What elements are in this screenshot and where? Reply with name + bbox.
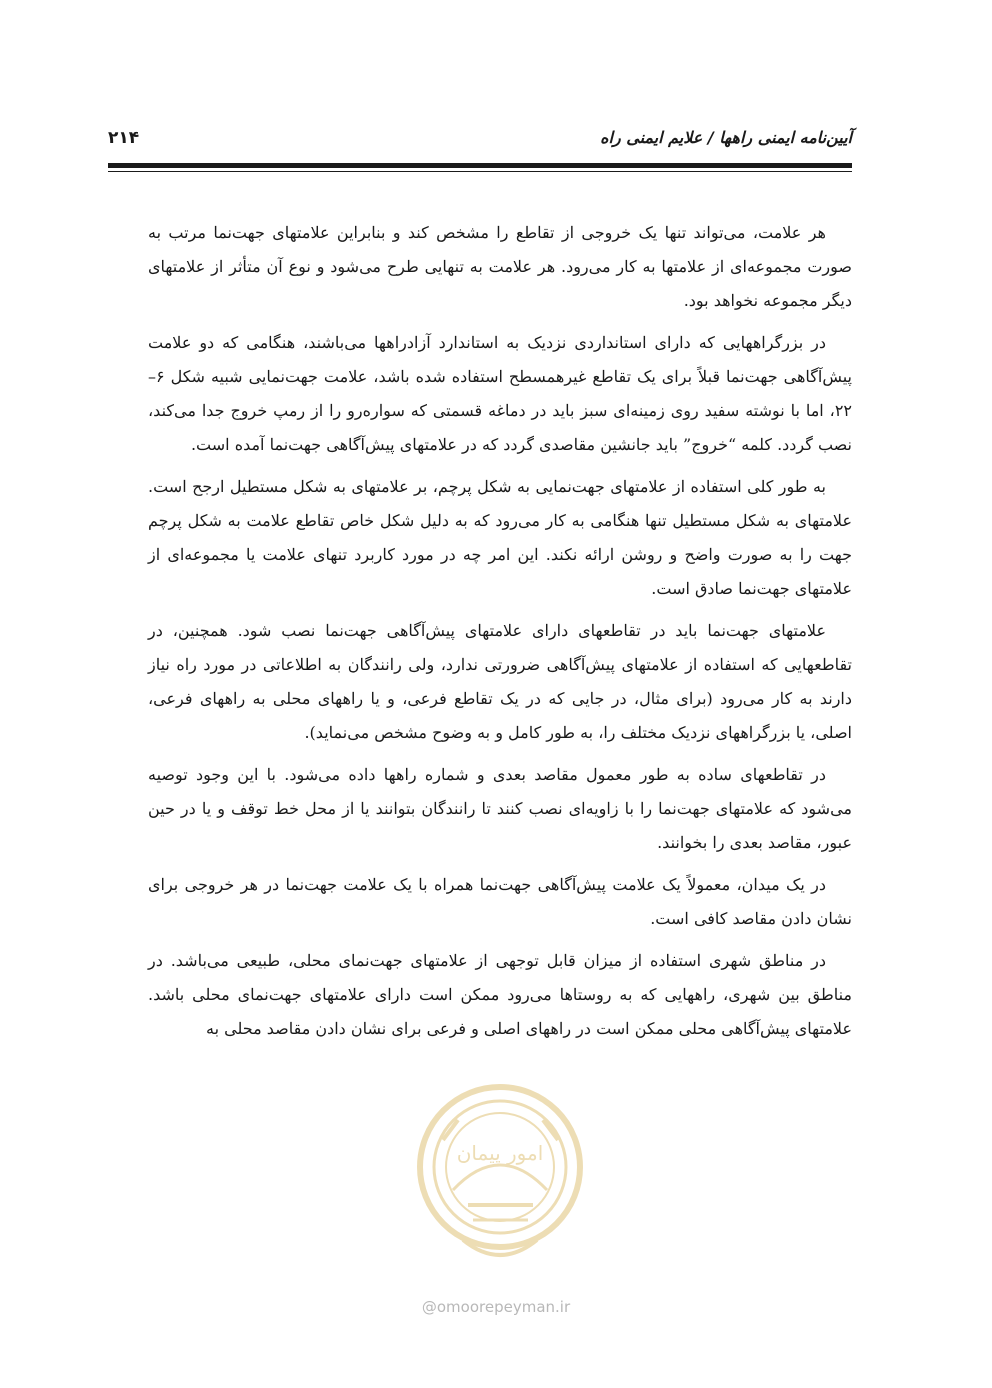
paragraph: هر علامت، می‌تواند تنها یک خروجی از تقاطع را مشخص کند و بنابراین علامتهای جهت‌نما مرتب به صورت مجموعه‌ای از علامتها به کار می‌رود. هر علامت به تنهایی طرح می‌شود و نوع آن متأثر از علامتهای دیگر مجموعه نخواهد بود. — [148, 223, 852, 310]
watermark-site: @omoorepeyman.ir — [421, 1298, 571, 1316]
paragraph: در مناطق شهری استفاده از میزان قابل توجهی از علامتهای جهت‌نمای محلی، طبیعی می‌باشد. در مناطق بین شهری، راههایی که به روستاها می‌رود ممکن است دارای علامتهای جهت‌نمای محلی باشد. علامتهای پیش‌آگاهی محلی ممکن است در راههای اصلی و فرعی برای نشان دادن مقاصد محلی به — [148, 951, 852, 1038]
body-text — [148, 216, 852, 1054]
running-header — [108, 128, 852, 152]
header-rule-thick — [108, 163, 852, 168]
running-title: آیین‌نامه ایمنی راهها / علایم ایمنی راه — [600, 128, 852, 147]
paragraph: به طور کلی استفاده از علامتهای جهت‌نمایی به شکل پرچم، بر علامتهای به شکل مستطیل ارجح است. علامتهای به شکل مستطیل تنها هنگامی به کار می‌رود که به دلیل شکل خاص تقاطع علامت به شکل پرچم جهت را به صورت واضح و روشن ارائه نکند. این امر چه در مورد کاربرد تنهای علامت یا مجموعه‌ای از علامتهای جهت‌نما صادق است. — [148, 477, 852, 598]
paragraph: در تقاطعهای ساده به طور معمول مقاصد بعدی و شماره راهها داده می‌شود. با این وجود توصیه می‌شود که علامتهای جهت‌نما را با زاویه‌ای نصب کنند تا رانندگان بتوانند یا از محل خط توقف و یا در حین عبور، مقاصد بعدی را بخوانند. — [148, 765, 852, 852]
paragraph: در بزرگراههایی که دارای استانداردی نزدیک به استاندارد آزادراهها می‌باشند، هنگامی که دو علامت پیش‌آگاهی جهت‌نما قبلاً برای یک تقاطع غیرهمسطح استفاده شده باشد، علامت جهت‌نمایی شبیه شکل ۶–۲۲، اما با نوشته سفید روی زمینه‌ای سبز باید در دماغه قسمتی که سواره‌رو را از رمپ خروج جدا می‌کند، نصب گردد. کلمه “خروج” باید جانشین مقاصدی گردد که در علامتهای پیش‌آگاهی جهت‌نما آمده است. — [148, 333, 853, 454]
watermark-seal-text: امور پیمان — [456, 1141, 544, 1165]
paragraph: در یک میدان، معمولاً یک علامت پیش‌آگاهی جهت‌نما همراه با یک علامت جهت‌نما در هر خروجی برای نشان دادن مقاصد کافی است. — [148, 875, 852, 928]
watermark-seal-icon — [413, 1080, 588, 1280]
paragraph: علامتهای جهت‌نما باید در تقاطعهای دارای علامتهای پیش‌آگاهی جهت‌نما نصب شود. همچنین، در تقاطعهایی که استفاده از علامتهای پیش‌آگاهی ضرورتی ندارد، ولی رانندگان به اطلاعاتی در مورد راه نیاز دارند به کار می‌رود (برای مثال، در جایی که در یک تقاطع فرعی، و یا راههای محلی به راههای فرعی، اصلی، یا بزرگراههای نزدیک مختلف را، به طور کامل و به وضوح مشخص می‌نماید). — [148, 621, 852, 742]
header-rule-thin — [108, 171, 852, 172]
page-number: ۲۱۴ — [108, 128, 140, 148]
